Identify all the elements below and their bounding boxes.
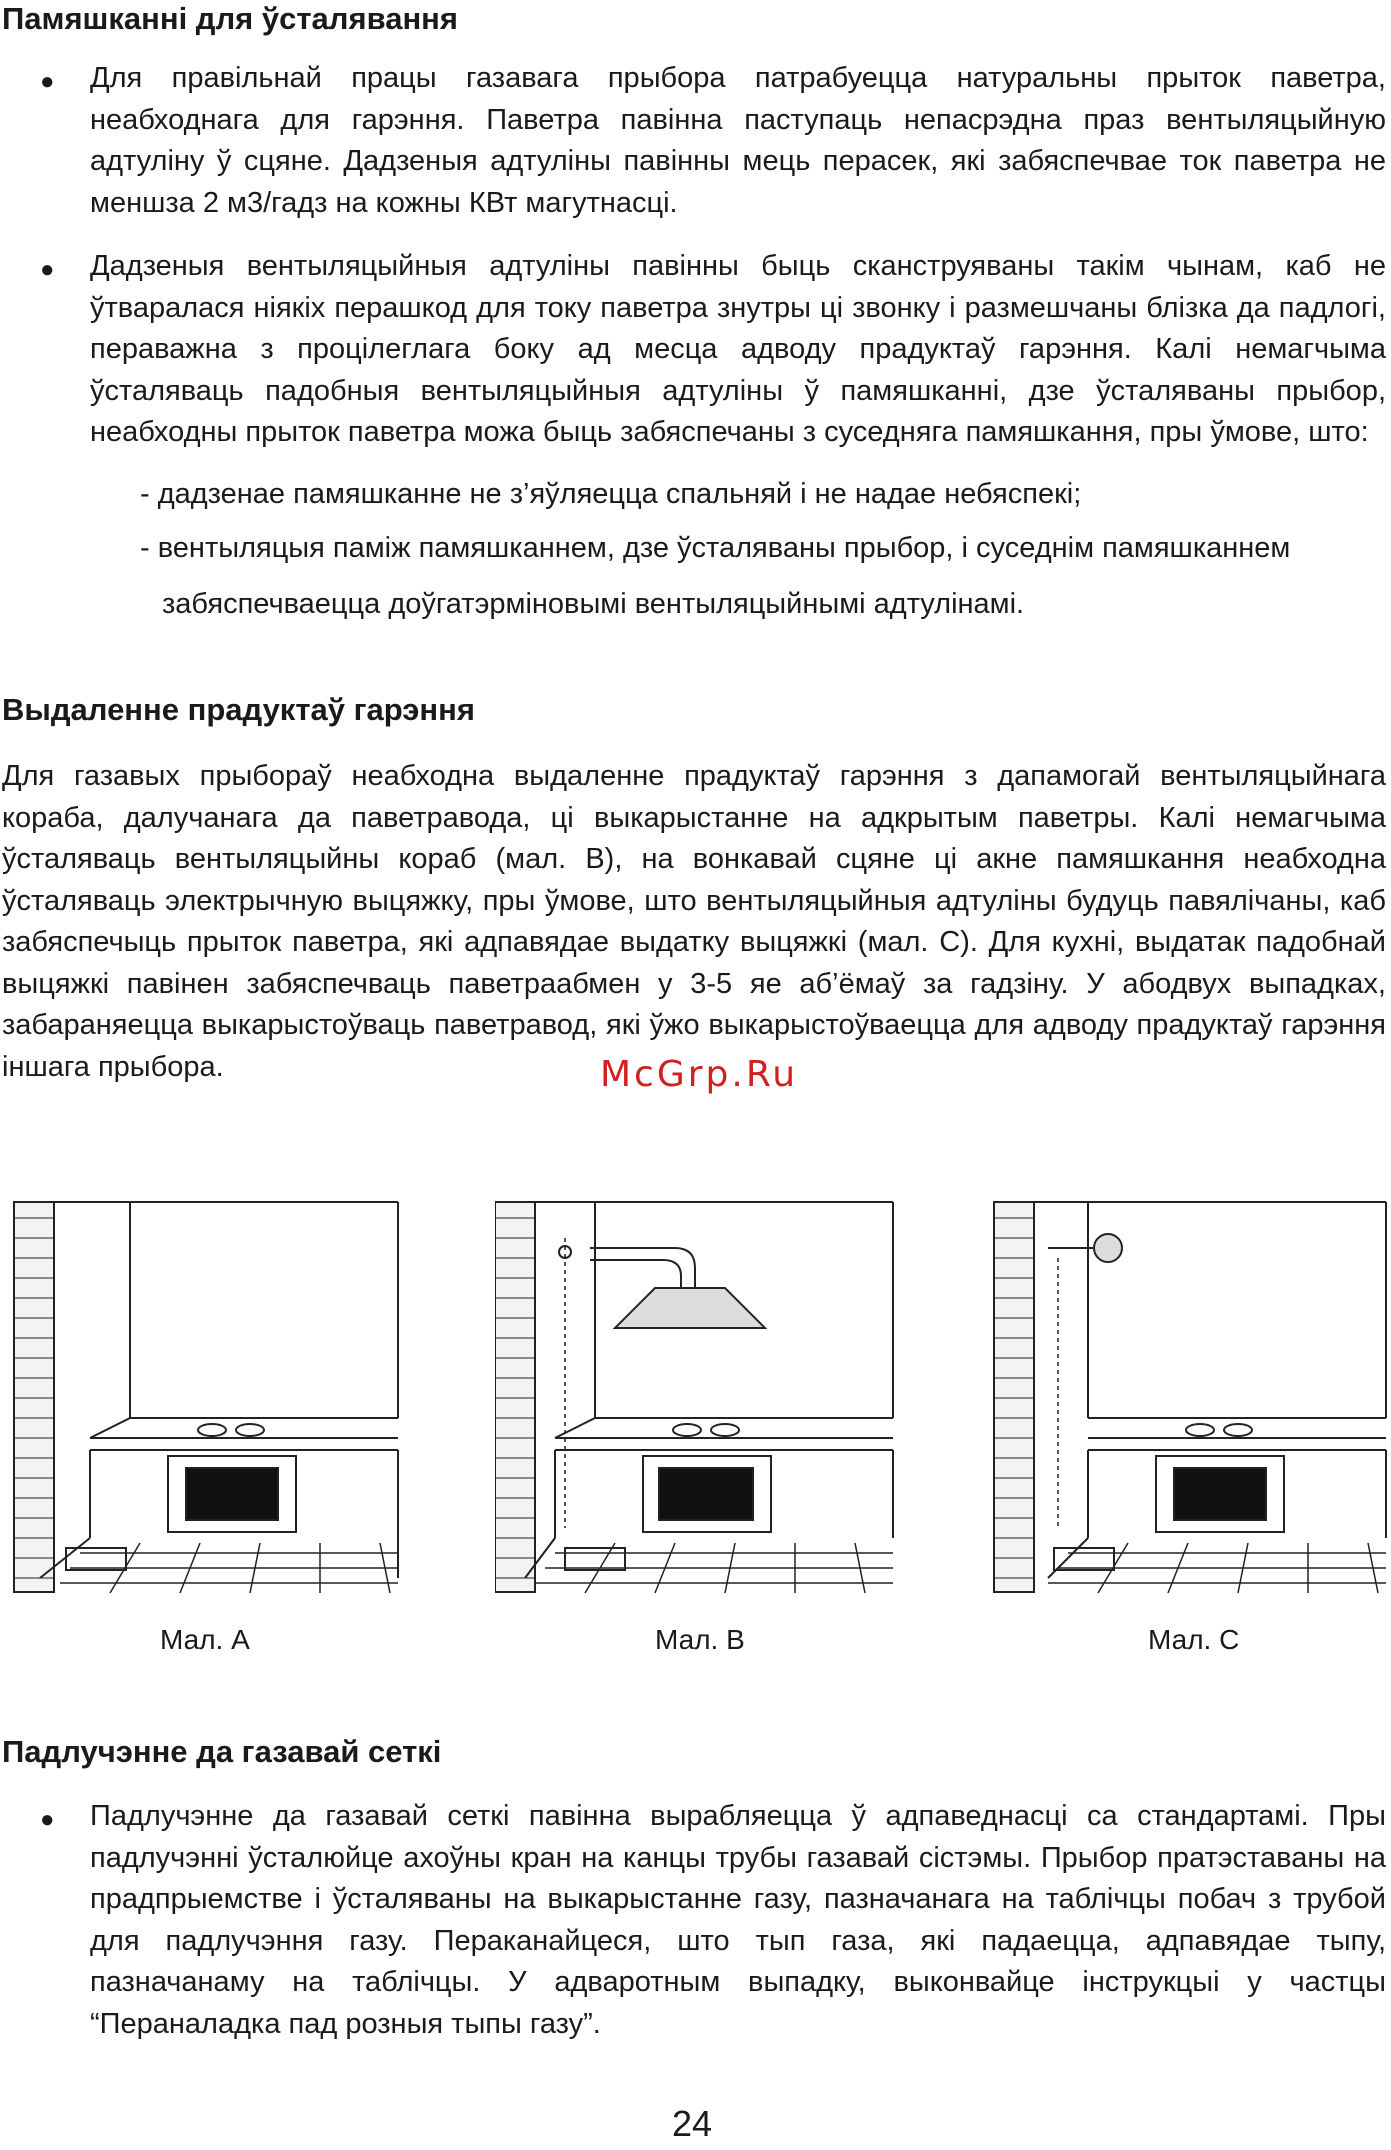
figure-a-kitchen-vent xyxy=(0,1198,400,1618)
ventilation-paragraph: Для правільнай працы газавага прыбора патрабуецца натуральны прыток паветра, неабходнага для гарэння. Паветра павінна паступаць непасрэдна праз вентыляцыйную адтуліну ў сцяне. Дадзеныя адтуліны павінны мець перасек, які забяспечвае ток паветра не меншза 2 м3/гадз на кожны КВт магутнасці. xyxy=(90,62,1386,219)
section-title-premises: Памяшканні для ўсталявання xyxy=(2,1,458,36)
bullet-icon: ● xyxy=(40,1806,55,1833)
bullet-icon: ● xyxy=(40,256,55,283)
bullet-icon: ● xyxy=(40,68,55,95)
figure-c-caption: Мал. C xyxy=(1148,1624,1240,1655)
condition-line-2-cont: забяспечваецца доўгатэрміновымі вентыляцыйнымі адтулінамі. xyxy=(162,588,1025,620)
vent-openings-paragraph: Дадзеныя вентыляцыйныя адтуліны павінны быць сканструяваны такім чынам, каб не ўтваралася ніякіх перашкод для току паветра знутры ці звонку і размешчаны блізка да падлогі, пераважна з процілеглага боку ад месца адводу прадуктаў гарэння. Калі немагчыма ўсталяваць падобныя вентыляцыйныя адтуліны ў памяшканні, дзе ўсталяваны прыбор, неабходны прыток паветра можа быць забяспечаны з суседняга памяшкання, пры ўмове, што: xyxy=(90,250,1386,448)
exhaust-paragraph: Для газавых прыбораў неабходна выдаленне прадуктаў гарэння з дапамогай вентыляцыйнага кораба, далучанага да паветравода, ці выкарыстанне на адкрытым паветры. Калі немагчыма ўсталяваць вентыляцыйны кораб (мал. В), на вонкавай сцяне ці акне памяшкання неабходна ўсталяваць электрычную выцяжку, пры ўмове, што вентыляцыйныя адтуліны будуць павялічаны, каб забяспечыць прыток паветра, які адпавядае выдатку выцяжкі (мал. С). Для кухні, выдатак падобнай выцяжкі павінен забяспечваць паветраабмен у 3-5 яе аб’ёмаў за гадзіну. У абодвух выпадках, забараняецца выкарыстоўваць паветравод, які ўжо выкарыстоўваецца для адводу прадуктаў гарэння іншага прыбора. xyxy=(2,760,1386,1083)
section-title-exhaust: Выдаленне прадуктаў гарэння xyxy=(2,692,475,727)
section-title-gas-connection: Падлучэнне да газавай сеткі xyxy=(2,1734,442,1769)
figure-b-caption: Мал. B xyxy=(655,1624,745,1655)
gas-connection-paragraph: Падлучэнне да газавай сеткі павінна вырабляецца ў адпаведнасці са стандартамі. Пры падлучэнні ўсталюйце ахоўны кран на канцы трубы газавай сістэмы. Прыбор пратэставаны на прадпрыемстве і ўсталяваны на выкарыстанне газу, пазначанага на таблічцы побач з трубой для падлучэння газу. Пераканайцеся, што тып газа, які падаецца, адпавядае тыпу, пазначанаму на таблічцы. У адваротным выпадку, выконвайце інструкцыі у частцы “Пераналадка пад розныя тыпы газу”. xyxy=(90,1800,1386,2040)
page-number: 24 xyxy=(672,2103,713,2144)
condition-line-2: - вентыляцыя паміж памяшканнем, дзе ўсталяваны прыбор, і суседнім памяшканнем xyxy=(140,532,1291,564)
figure-c-kitchen-extractor xyxy=(988,1198,1388,1618)
watermark-text: McGrp.Ru xyxy=(600,1054,799,1095)
figure-b-kitchen-hood xyxy=(495,1198,895,1618)
figure-a-caption: Мал. A xyxy=(160,1624,250,1655)
condition-line-1: - дадзенае памяшканне не з’яўляецца спальняй і не надае небяспекі; xyxy=(140,478,1082,510)
